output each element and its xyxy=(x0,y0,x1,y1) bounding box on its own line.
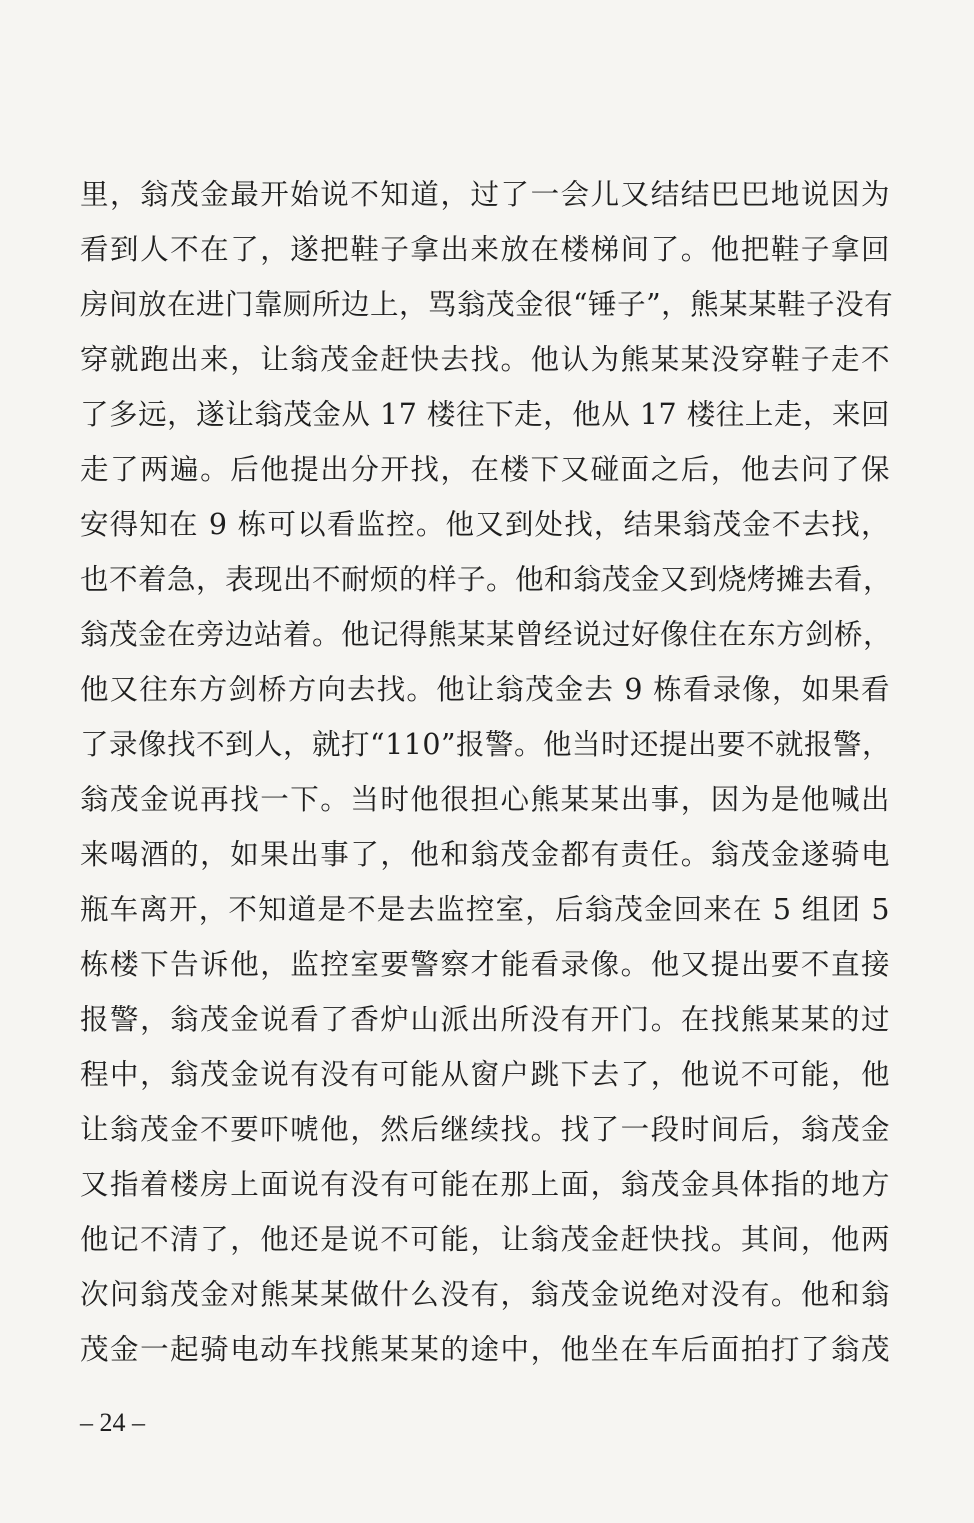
text-line: 走了两遍。后他提出分开找，在楼下又碰面之后，他去问了保 xyxy=(80,453,890,486)
text-line: 又指着楼房上面说有没有可能在那上面，翁茂金具体指的地方 xyxy=(80,1168,890,1201)
text-line: 看到人不在了，遂把鞋子拿出来放在楼梯间了。他把鞋子拿回 xyxy=(80,233,890,266)
page-number: – 24 – xyxy=(80,1408,145,1437)
text-line: 来喝酒的，如果出事了，他和翁茂金都有责任。翁茂金遂骑电 xyxy=(80,838,890,871)
text-line: 穿就跑出来，让翁茂金赶快去找。他认为熊某某没穿鞋子走不 xyxy=(80,343,890,376)
text-line: 茂金一起骑电动车找熊某某的途中，他坐在车后面拍打了翁茂 xyxy=(80,1333,890,1366)
text-line: 也不着急，表现出不耐烦的样子。他和翁茂金又到烧烤摊去看， xyxy=(80,563,893,596)
text-line: 让翁茂金不要吓唬他，然后继续找。找了一段时间后，翁茂金 xyxy=(80,1113,890,1146)
text-line: 栋楼下告诉他，监控室要警察才能看录像。他又提出要不直接 xyxy=(80,948,890,981)
body-text xyxy=(80,167,894,1377)
text-line: 他又往东方剑桥方向去找。他让翁茂金去 9 栋看录像，如果看 xyxy=(80,673,890,706)
text-line: 瓶车离开，不知道是不是去监控室，后翁茂金回来在 5 组团 5 xyxy=(80,893,890,926)
text-line: 程中，翁茂金说有没有可能从窗户跳下去了，他说不可能，他 xyxy=(80,1058,890,1091)
text-line: 里，翁茂金最开始说不知道，过了一会儿又结结巴巴地说因为 xyxy=(80,178,890,211)
text-line: 翁茂金在旁边站着。他记得熊某某曾经说过好像住在东方剑桥， xyxy=(80,618,893,651)
text-line: 他记不清了，他还是说不可能，让翁茂金赶快找。其间，他两 xyxy=(80,1223,890,1256)
text-line: 安得知在 9 栋可以看监控。他又到处找，结果翁茂金不去找， xyxy=(80,508,890,541)
text-line: 次问翁茂金对熊某某做什么没有，翁茂金说绝对没有。他和翁 xyxy=(80,1278,890,1311)
text-line: 翁茂金说再找一下。当时他很担心熊某某出事，因为是他喊出 xyxy=(80,783,890,816)
text-line: 了录像找不到人，就打“110”报警。他当时还提出要不就报警， xyxy=(80,728,892,761)
text-line: 报警，翁茂金说看了香炉山派出所没有开门。在找熊某某的过 xyxy=(80,1003,890,1036)
text-line: 房间放在进门靠厕所边上，骂翁茂金很“锤子”，熊某某鞋子没有 xyxy=(80,288,894,321)
text-line: 了多远，遂让翁茂金从 17 楼往下走，他从 17 楼往上走，来回 xyxy=(80,398,890,431)
